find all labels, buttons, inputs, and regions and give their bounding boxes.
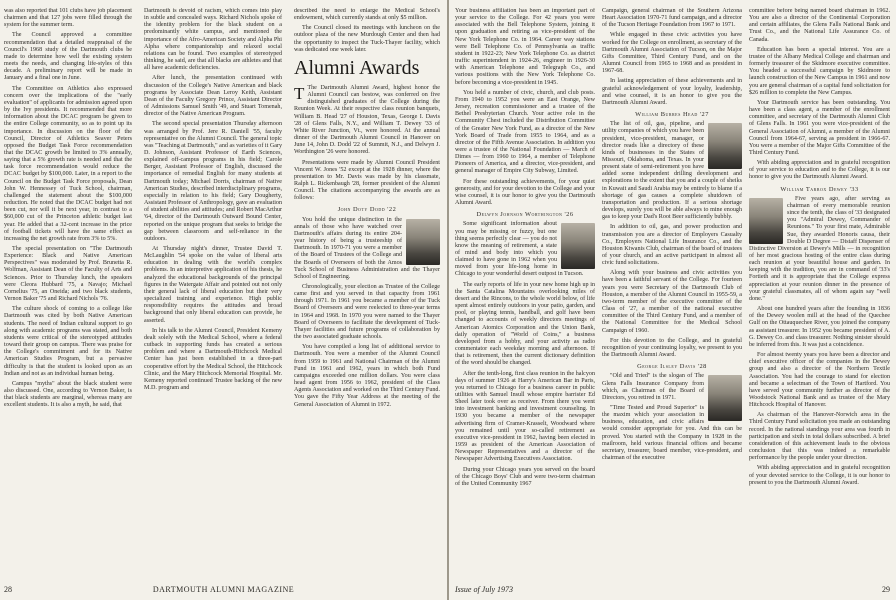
portrait-photo-dewey [749,198,783,244]
paragraph [294,85,440,157]
paragraph: In lasting appreciation of these achievements and in grateful acknowledgement of your loyalty, leadership, and wise counsel, it is an honor to give you the Dartmouth Alumni Award. [602,78,742,106]
award-caption-dodd: John Doty Dodd '22 [337,206,397,214]
right-column-1 [455,8,595,568]
paragraph: committee before being named board chairman in 1962. You are also a director of the Continental Corporation and certain affiliates, the Glens Falls National Bank and Trust Co., and the National Life Assurance Co. of Canada. [749,8,890,43]
award-caption-head: William Burres Head '27 [635,111,709,119]
page-number-right: 29 [882,585,890,594]
paragraph: Dartmouth is devoid of racism, which comes into play in subtle and concealed ways. Richard Nichols spoke of the identity problem for the black student on a predominantly white campus, and mentioned the importance of the Afro-American Society and Alpha Phi Alpha where companionship and relaxed social relations can be found. Two examples of stereotyped thinking, he said, are that all blacks are athletes and that all have academic deficiencies. [144,8,282,72]
portrait-photo-head [708,123,742,169]
paragraph: You held a number of civic, church, and club posts. From 1940 to 1952 you were an East Orange, New Jersey, recreation commissioner and a trustee of the Bethel Presbyterian Church. Your active role in the Community Chest included the Distribution Committee of the Greater New York Fund, as a director of the New York Board of Trade from 1955 to 1964, and as a director of the Fifth Avenue Association. In addition you were a trustee of the National Foundation — March of Dimes — from 1960 to 1964, a member of Telephone Pioneers of America, and a director, vice-president, and general manager of Empire City Subway, Limited. [455,89,595,175]
paragraph: Campaign, general chairman of the Southern Arizona Heart Association 1970-71 fund campaign, and a director of the Tucson Heritage Foundation from 1967 to 1971. [602,8,742,29]
paragraph: Along with your business and civic activities you have been a faithful servant of the College. For fourteen years you were Secretary of the Dartmouth Club of Houston, a member of the Alumni Council in 1955-59, a two-term member of the executive committee of the Class of '27, a member of the national executive committee of the Third Century Fund, and a member of the National Committee for the Medical School Campaign of 1960. [602,270,742,334]
paragraph: You hold the unique distinction in the annals of those who have watched over Dartmouth's affairs during its entire 204-year history of being a trusteeship of Dartmouth. In 1970-71 you were a member of the Board of Trustees of the College and the Boards of Overseers of both the Amos Tuck School of Business Administration and the Thayer School of Engineering. [294,216,440,280]
paragraph: "Old and Tried" is the slogan of The Glens Falls Insurance Company from which, as Chairman of the Board of Directors, you retired in 1971. [602,373,704,401]
award-caption-worthington: Delwyn Johnson Worthington '26 [476,211,574,219]
left-page [0,0,447,600]
award-caption-davis: George Ilsley Davis '28 [637,363,707,371]
paragraph: Some significant information about you may be missing or fuzzy, but one thing seems perfectly clear — you do not know the meaning of retirement, a state of mind and body into which you claimed to have gone in 1962 when you moved from your life-long home in Chicago to your wonderful desert outpost in Tucson. [455,221,584,278]
paragraph: For almost twenty years you have been a director and chief executive officer of the companies in the Dewey group and also a director of the Northern Textile Association. You had the courage to stand for election and became a selectman of the Town of Hartford. You have served your community further as director of the Woodstock National Bank and as trustee of the Mary Hitchcock Hospital of Hanover. [749,352,890,409]
paragraph: In his talk to the Alumni Council, President Kemeny dealt solely with the Medical School, where a federal cutback in supporting funds has created a serious problem and where a Dartmouth-Hitchcock Medical Center has just been established in a three-part cooperative effort by the Medical School, the Hitchcock Clinic, and the Mary Hitchcock Memorial Hospital. Mr. Kemeny reported continued Trustee backing of the new M.D. program and [144,327,282,391]
paragraph-text: The Dartmouth Alumni Award, highest honor the Alumni Council can bestow, was conferred on five distinguished graduates of the College during the Reunion Week. At their respective class reunion banquets, William B. Head '27 of Houston, Texas, George I. Davis '28 of Glens Falls, N.Y., and William T. Dewey '33 of White River Junction, Vt., were honored. At the annual dinner of the Dartmouth Alumni Council in Hanover on June 14, John D. Dodd '22 of Summit, N.J., and Delwyn J. Worthington '26 were honored. [294,84,440,156]
paragraph: You have compiled a long list of additional service to Dartmouth. You were a member of the Alumni Council from 1959 to 1961 and National Chairman of the Alumni Fund in 1961 and 1962, years in which both Fund campaigns exceeded one million dollars. You were class head agent from 1956 to 1962, president of the Class Agents Association and worked on the Third Century Fund. You gave the Fifty Year Address at the meeting of the General Association of Alumni in 1972. [294,344,440,408]
portrait-photo-davis [708,375,742,421]
paragraph: During your Chicago years you served on the board of the Chicago Boys' Club and were two-term chairman of the United Community 1967 [455,466,595,487]
paragraph: About one hundred years after the founding in 1836 of the Dewey woolen mill at the head of the Quechee Gulf on the Ottauquechee River, you joined the company as assistant treasurer. In 1952 you became president of A. G. Dewey Co. and class treasurer. Nothing sinister should be inferred from this. It was just a coincidence. [749,306,890,348]
paragraph: The Council closed its meetings with luncheon on the outdoor plaza of the new Murdough Center and then had the opportunity to inspect the Tuck-Thayer facility, which was dedicated one week later. [294,25,440,53]
paragraph: In addition to oil, gas, and power production and transmission you are a director of Employers Casualty Co., Employers National Life Insurance Co., and the Houston Kiwanis Club, chairman of the board of trustees of your church, and an active participant in almost all civic fund solicitations. [602,224,742,267]
paragraph: The second special presentation Thursday afternoon was arranged by Prof. Jere R. Daniell '55, faculty representative on the Alumni Council. The general topic was "Teaching at Dartmouth," and as varieties of it Gary D. Johnson, Assistant Professor of Earth Sciences, explained off-campus programs in his field; Carole Berger, Assistant Professor of English, discussed the importance of remedial English for many students at Dartmouth today; Michael Dorris, chairman of Native American Studies, described interdisciplinary programs, especially in relation to his field; Gary Dougherty, Assistant Professor of Anthropology, gave an evaluation of student abilities and attitudes; and Robert MacArthur '64, director of the Dartmouth Outward Bound Center, reported on the unique program that seeks to bridge the gap between classroom and self-reliance in the outdoors. [144,121,282,242]
right-column-3 [749,8,890,568]
paragraph: After the tenth-long, first class reunion in the halcyon days of summer 1926 at Harry's American Bar in Paris, you returned to Chicago for a business career in public utilities with Samuel Insull whose empire barrister Ed Sheel later took over as receiver. From there you went into investment banking and investment counseling. In 1930 you became a member of the newspaper advertising firm of Cramer-Krasselt, Woodward where you remained until your so-called retirement as executive vice-president in 1962, having been elected in 1959 as president of the American Association of Newspaper Representatives and a director of the Newspaper Advertising Executives Association. [455,370,595,463]
left-column-3 [294,8,440,568]
paragraph: The early reports of life in your new home high up in the Santa Catalina Mountains overlooking miles of desert and the Rincons, to the whole world below, of life spent almost entirely outdoors in your patio, garden, and pool, or playing tennis, handball, and golf have been changed to accounts of weekly directors meetings of American Atomics Corporation and the Union Bank, daily operation of "World of Coins," a business developed from a hobby, and your activity as radio commentator each weekday morning and afternoon. If that is retirement, then the current dictionary definition of the word should be changed. [455,281,595,367]
paragraph: The special presentation on "The Dartmouth Experience: Black and Native American Perspectives" was moderated by Prof. Brunetta R. Wolfman, Assistant Dean of the Faculty of Arts and Sciences. Prior to Thursday lunch, the speakers were Cleora Hubbard '75, a Navajo; Michael Cornelius '75, an Oneida; and two black students, Vernon Baker '75 and Richard Nichols '76. [4,246,132,303]
paragraph: Five years ago, after serving as chairman of every memorable reunion since the tenth, the class of '33 designated you "Admiral Dewey, Commander of Reunions." To your first mate, Admirable Sue, they awarded Honoris causa, their Double D Degree — Distaff Dispenser of Distinctive Diversion at Dewey's Mills — in recognition of her most gracious hosting of the entire class during each reunion at your beautiful house and garden. In keeping with the tradition, you are in command of '33's Fortieth and it is appropriate that the College express appreciation at your reunion dinner in the presence of your grateful classmates, all of whom again say "well done." [749,195,890,302]
paragraph: Your business affiliation has been an important part of your service to the College. For 42 years you were associated with the Bell Telephone System, joining it upon graduation and retiring as vice-president of the New York Telephone Co. in 1964. Career way stations were Bell Telephone Co. of Pennsylvania as traffic student in 1922-23; New York Telephone Co. as district traffic superintendent in 1924-26, engineer in 1926-30 with American Telephone and Telegraph Co., and various positions with the New York Telephone Co. before becoming a vice-president in 1945. [455,8,595,86]
paragraph: After lunch, the presentation continued with discussion of the College's Native American and black programs by Associate Dean Leroy Keith, Assistant Dean of the Faculty Gregory Prince, Assistant Director of Admissions Samuel Smith '49, and Stuart Tomenah, director of the Native American Program. [144,75,282,118]
paragraph: With abiding appreciation and in grateful recognition of your service to education and to the College, it is our honor to give you the Dartmouth Alumni Award. [749,160,890,181]
section-heading: Alumni Awards [294,56,420,79]
issue-date: Issue of July 1973 [455,585,513,594]
paragraph: With abiding appreciation and in grateful recognition of your devoted service to the College, it is our honor to present to you the Dartmouth Alumni Award. [749,465,890,486]
paragraph: At Thursday night's dinner, Trustee David T. McLaughlin '54 spoke on the value of liberal arts education in dealing with the world's complex problems. In an interpretive application of his thesis, he analyzed the educational backgrounds of the principal figures in the Watergate Affair and pointed out not only their general lack of liberal education but their very specialized training and experience. High public responsibility requires the attitudes and broad background that only liberal education can provide, he asserted. [144,246,282,324]
paragraph: described the need to enlarge the Medical School's endowment, which currently stands at only $5 million. [294,8,440,22]
left-column-2 [144,8,282,568]
paragraph: For these outstanding achievements, for your quiet generosity, and for your devotion to the College and your wise counsel, it is our honor to give you the Dartmouth Alumni Award. [455,178,595,207]
paragraph: Your Dartmouth service has been outstanding. You have been a class agent, a member of the enrollment committee, and secretary of the Dartmouth Alumni Club of Glens Falls. In 1961 you were vice-president of the General Association of Alumni, a member of the Alumni Council from 1964-67, serving as president in 1966-67. You were a member of the Major Gifts Committee of the Third Century Fund. [749,99,890,156]
page-number-left: 28 [4,585,12,594]
right-column-2 [602,8,742,568]
paragraph: The Council approved a committee recommendation that a detailed reappraisal of the Council's 1968 study of the Dartmouth clubs be made to determine how well the existing system meets the needs, and changing life-styles of this decade. A preliminary report will be made in January and a final one in June. [4,32,132,82]
paragraph: The list of oil, gas, pipeline, and utility companies of which you have been president, vice-president, manager, or director reads like a directory of these kinds of businesses in the States of Missouri, Oklahoma, and Texas. In your present state of semi-retirement you have added some independent drilling development and explorations to the extent that you and a couple of sheiks in Kuwait and Saudi Arabia may be entirely to blame if a shortage of gas causes a complete shutdown of transportation and production. If a serious shortage develops, surely you will be able always to mine enough gas to keep your Dad's Root Beer sufficiently bubbly. [602,121,742,221]
paragraph: For this devotion to the College, and in grateful recognition of your continuing loyalty, we present to you the Dartmouth Alumni Award. [602,337,742,359]
award-caption-dewey: William Tarbox Dewey '33 [780,185,859,193]
drop-cap: T [294,83,305,103]
paragraph: The Committee on Athletics also expressed concern over the implications of the "early evaluation" of applicants for admission agreed upon by the Ivy presidents. It recommended that more information about the DCAC program be given to the entire College community, so as to point up its importance. In discussion on the floor of the Council, Director of Athletics Seaver Peters opposed the Budget Task Force recommendation that the DCAC growth be limited to 3% annually, saying that a 5% growth rate is needed and that the task force recommendation would reduce the DCAC budget by $100,000. Later, in a report to the Council on the Budget Task Force proposals, Dean John W. Hennessey of Tuck School, chairman, challenged the statement about the $100,000 reduction. He noted that the DCAC budget had not been cut, nor will it be next year, in contrast to a $60,000 cut of the Princeton athletic budget last year. He added that a 32-cent increase in the price of football tickets will have the same effect as increasing the net growth rate from 3% to 5%. [4,85,132,242]
left-column-1 [4,8,132,568]
paragraph: The culture shock of coming to a college like Dartmouth was cited by both Native American students. The need of Indian cultural support to go along with academic programs was stated, and both students were critical of the stereotyped attitudes toward their group on campus. There was praise for the College's commitment and for its Native American Studies Program, but a pervasive difficulty is that the student is looked upon as an Indian and not as an individual human being. [4,306,132,377]
portrait-photo-worthington [561,223,595,269]
paragraph: While engaged in these civic activities you have worked for the College on enrollment, as secretary of the Dartmouth Alumni Association of Tucson, on the Major Gifts Committee, Third Century Fund, and on the Alumni Council from 1965 to 1968 and as president in 1967-68. [602,32,742,75]
paragraph: Campus "myths" about the black student were also discussed. One, according to Vernon Baker, is that black students are marginal, whereas many are excellent students. It is also a myth, he said, that [4,380,132,409]
magazine-title: DARTMOUTH ALUMNI MAGAZINE [152,585,295,594]
right-page [449,0,896,600]
paragraph: Education has been a special interest. You are a trustee of the Albany Medical College and chairman and formerly treasurer of the Skidmore executive committee. You headed a successful campaign by Skidmore to launch construction of the New Campus in 1961 and now you are general chairman of a capital fund solicitation for $26 million to complete the New Campus. [749,46,890,96]
paragraph: As chairman of the Hanover-Norwich area in the Third Century Fund solicitation you made an outstanding record. In the national standings your area was fourth in participation and sixth in total dollars subscribed. A brief consideration of this achievement leads to the obvious conclusion that this was indeed a remarkable performance by the people under your direction. [749,412,890,462]
paragraph: Chronologically, your election as Trustee of the College came first and you served in that capacity from 1961 through 1971. In 1961 you became a member of the Tuck Board of Overseers and were reelected to three-year terms in 1964 and 1968. In 1970 you were named to the Thayer Board of Overseers to facilitate the development of Tuck-Thayer facilities and future programs of collaboration by the two associated graduate schools. [294,284,440,341]
paragraph: "Time Tested and Proud Superior" is the maxim which your association in business, education, and civic affairs would consider appropriate for you. And this can be proved. You started with the Company in 1928 in the mailroom, held various financial offices and became secretary, treasurer, board member, vice-president, and chairman of the executive [602,404,742,462]
portrait-photo-dodd [406,219,440,265]
paragraph: Presentations were made by Alumni Council President Vincent W. Jones '52 except at the 1928 dinner, where the presentation to Mr. Davis was made by his classmate, Ralph L. Rickenbaugh '28, former president of the Alumni Council. The citations accompanying the awards are as follows: [294,159,440,202]
paragraph: was also reported that 101 clubs have job placement chairmen and that 127 jobs were filled through the system for the summer term. [4,8,132,29]
